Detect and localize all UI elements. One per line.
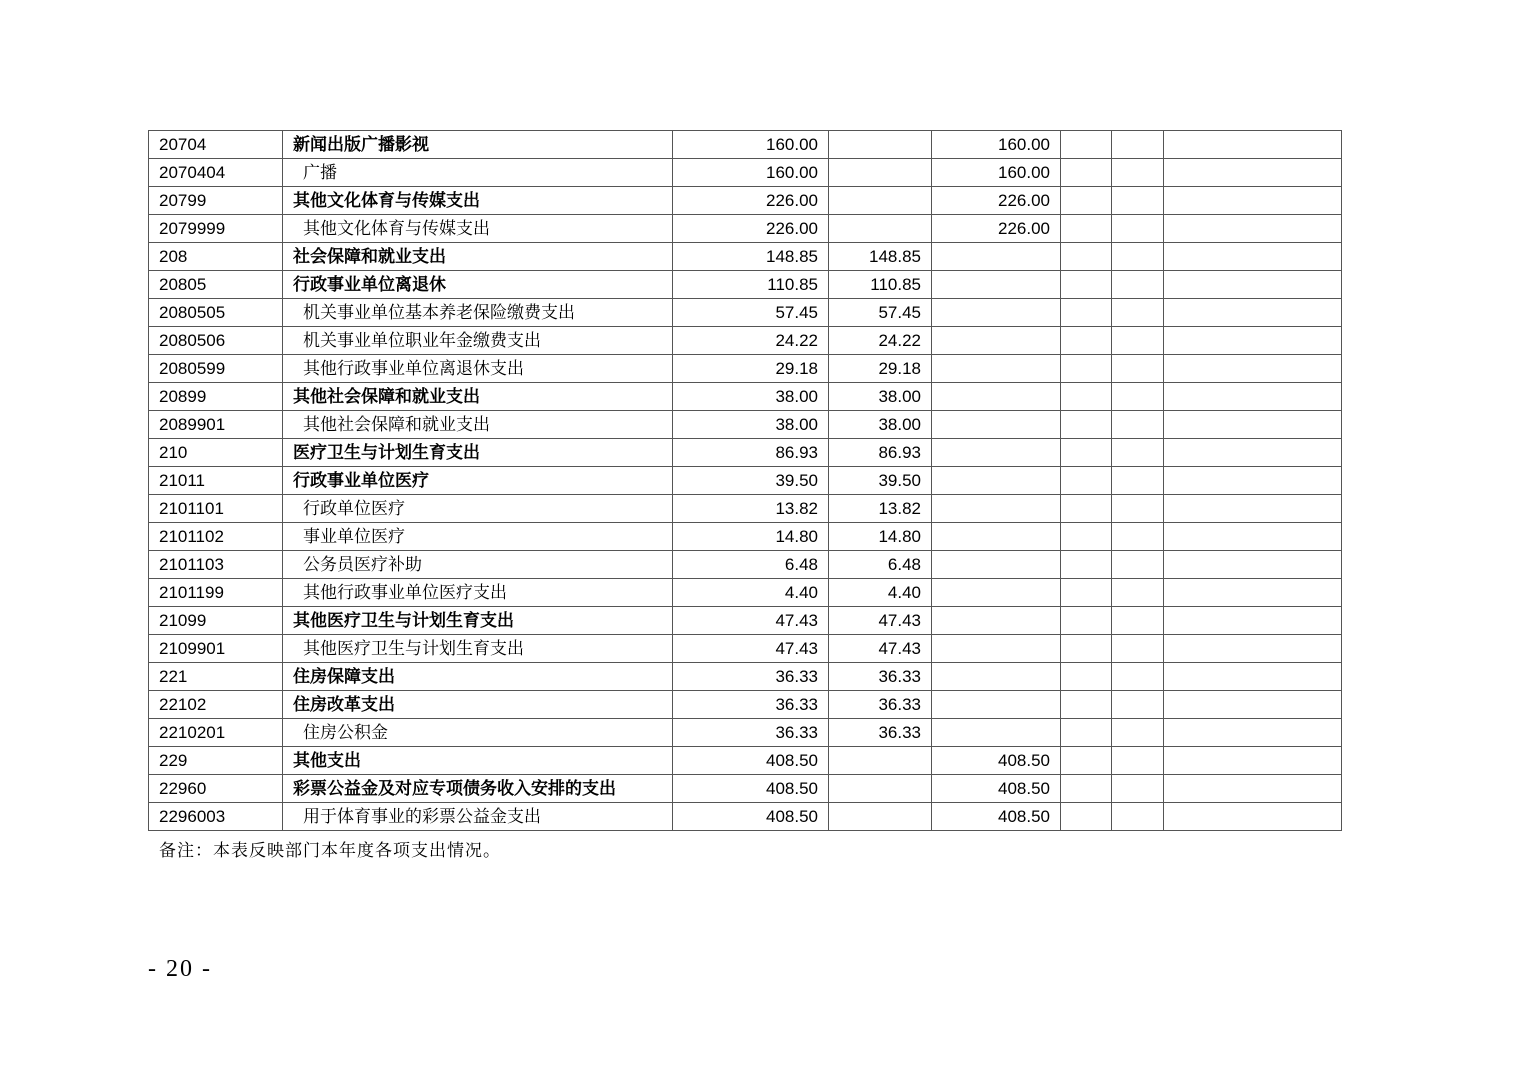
empty-cell-a	[1061, 383, 1112, 411]
empty-cell-a	[1061, 663, 1112, 691]
basic-expenditure-cell: 39.50	[829, 467, 932, 495]
empty-cell-b	[1112, 495, 1164, 523]
table-row	[149, 187, 1342, 215]
basic-expenditure-cell: 38.00	[829, 383, 932, 411]
subject-code-cell: 210	[149, 439, 283, 467]
total-amount-cell: 110.85	[673, 271, 829, 299]
subject-name-cell: 社会保障和就业支出	[283, 243, 673, 271]
empty-cell-c	[1164, 243, 1342, 271]
total-amount-cell: 36.33	[673, 719, 829, 747]
empty-cell-c	[1164, 747, 1342, 775]
empty-cell-b	[1112, 691, 1164, 719]
empty-cell-c	[1164, 355, 1342, 383]
empty-cell-c	[1164, 775, 1342, 803]
table-row	[149, 691, 1342, 719]
table-row	[149, 495, 1342, 523]
subject-code-cell: 2101101	[149, 495, 283, 523]
table-row	[149, 355, 1342, 383]
project-expenditure-cell	[932, 271, 1061, 299]
empty-cell-a	[1061, 243, 1112, 271]
table-row	[149, 663, 1342, 691]
empty-cell-a	[1061, 299, 1112, 327]
project-expenditure-cell: 408.50	[932, 747, 1061, 775]
subject-name-cell: 住房公积金	[283, 719, 673, 747]
project-expenditure-cell	[932, 551, 1061, 579]
total-amount-cell: 4.40	[673, 579, 829, 607]
table-row	[149, 243, 1342, 271]
subject-name-cell: 住房改革支出	[283, 691, 673, 719]
project-expenditure-cell	[932, 299, 1061, 327]
empty-cell-b	[1112, 803, 1164, 831]
subject-code-cell: 22102	[149, 691, 283, 719]
empty-cell-c	[1164, 579, 1342, 607]
project-expenditure-cell: 226.00	[932, 215, 1061, 243]
empty-cell-c	[1164, 271, 1342, 299]
subject-name-cell: 其他社会保障和就业支出	[283, 383, 673, 411]
subject-name-cell: 公务员医疗补助	[283, 551, 673, 579]
project-expenditure-cell	[932, 411, 1061, 439]
total-amount-cell: 408.50	[673, 747, 829, 775]
subject-code-cell: 2070404	[149, 159, 283, 187]
empty-cell-a	[1061, 607, 1112, 635]
project-expenditure-cell	[932, 327, 1061, 355]
empty-cell-a	[1061, 439, 1112, 467]
subject-name-cell: 其他文化体育与传媒支出	[283, 187, 673, 215]
subject-name-cell: 用于体育事业的彩票公益金支出	[283, 803, 673, 831]
subject-code-cell: 2101199	[149, 579, 283, 607]
empty-cell-b	[1112, 635, 1164, 663]
table-row	[149, 467, 1342, 495]
page-number: - 20 -	[148, 956, 212, 982]
empty-cell-c	[1164, 215, 1342, 243]
empty-cell-b	[1112, 271, 1164, 299]
basic-expenditure-cell	[829, 775, 932, 803]
empty-cell-c	[1164, 159, 1342, 187]
subject-code-cell: 20799	[149, 187, 283, 215]
subject-code-cell: 21011	[149, 467, 283, 495]
project-expenditure-cell	[932, 579, 1061, 607]
empty-cell-b	[1112, 243, 1164, 271]
empty-cell-a	[1061, 719, 1112, 747]
subject-code-cell: 2210201	[149, 719, 283, 747]
empty-cell-b	[1112, 719, 1164, 747]
basic-expenditure-cell: 36.33	[829, 691, 932, 719]
total-amount-cell: 47.43	[673, 607, 829, 635]
empty-cell-a	[1061, 495, 1112, 523]
total-amount-cell: 408.50	[673, 775, 829, 803]
total-amount-cell: 39.50	[673, 467, 829, 495]
total-amount-cell: 38.00	[673, 411, 829, 439]
table-row	[149, 747, 1342, 775]
empty-cell-c	[1164, 299, 1342, 327]
table-row	[149, 327, 1342, 355]
empty-cell-a	[1061, 551, 1112, 579]
empty-cell-b	[1112, 299, 1164, 327]
total-amount-cell: 226.00	[673, 215, 829, 243]
basic-expenditure-cell: 38.00	[829, 411, 932, 439]
empty-cell-a	[1061, 523, 1112, 551]
subject-name-cell: 其他行政事业单位医疗支出	[283, 579, 673, 607]
table-row	[149, 439, 1342, 467]
basic-expenditure-cell: 29.18	[829, 355, 932, 383]
subject-code-cell: 2109901	[149, 635, 283, 663]
basic-expenditure-cell: 110.85	[829, 271, 932, 299]
project-expenditure-cell	[932, 383, 1061, 411]
subject-name-cell: 行政事业单位离退休	[283, 271, 673, 299]
empty-cell-c	[1164, 663, 1342, 691]
table-footnote: 备注：本表反映部门本年度各项支出情况。	[159, 841, 501, 860]
empty-cell-c	[1164, 187, 1342, 215]
subject-name-cell: 事业单位医疗	[283, 523, 673, 551]
basic-expenditure-cell: 36.33	[829, 663, 932, 691]
project-expenditure-cell	[932, 355, 1061, 383]
subject-code-cell: 2080506	[149, 327, 283, 355]
subject-code-cell: 2080505	[149, 299, 283, 327]
total-amount-cell: 6.48	[673, 551, 829, 579]
basic-expenditure-cell: 86.93	[829, 439, 932, 467]
empty-cell-a	[1061, 635, 1112, 663]
basic-expenditure-cell: 4.40	[829, 579, 932, 607]
subject-code-cell: 221	[149, 663, 283, 691]
total-amount-cell: 86.93	[673, 439, 829, 467]
project-expenditure-cell	[932, 719, 1061, 747]
table-row	[149, 775, 1342, 803]
empty-cell-b	[1112, 747, 1164, 775]
project-expenditure-cell	[932, 635, 1061, 663]
subject-code-cell: 229	[149, 747, 283, 775]
empty-cell-b	[1112, 663, 1164, 691]
empty-cell-b	[1112, 523, 1164, 551]
empty-cell-a	[1061, 271, 1112, 299]
empty-cell-a	[1061, 579, 1112, 607]
empty-cell-a	[1061, 775, 1112, 803]
empty-cell-b	[1112, 439, 1164, 467]
empty-cell-c	[1164, 131, 1342, 159]
project-expenditure-cell	[932, 523, 1061, 551]
project-expenditure-cell: 408.50	[932, 775, 1061, 803]
subject-name-cell: 机关事业单位基本养老保险缴费支出	[283, 299, 673, 327]
subject-name-cell: 彩票公益金及对应专项债务收入安排的支出	[283, 775, 673, 803]
subject-name-cell: 新闻出版广播影视	[283, 131, 673, 159]
empty-cell-b	[1112, 355, 1164, 383]
empty-cell-b	[1112, 383, 1164, 411]
project-expenditure-cell: 408.50	[932, 803, 1061, 831]
empty-cell-c	[1164, 551, 1342, 579]
project-expenditure-cell	[932, 467, 1061, 495]
basic-expenditure-cell: 47.43	[829, 635, 932, 663]
subject-name-cell: 住房保障支出	[283, 663, 673, 691]
subject-code-cell: 20704	[149, 131, 283, 159]
empty-cell-b	[1112, 551, 1164, 579]
empty-cell-a	[1061, 467, 1112, 495]
empty-cell-c	[1164, 523, 1342, 551]
empty-cell-c	[1164, 495, 1342, 523]
subject-code-cell: 2079999	[149, 215, 283, 243]
project-expenditure-cell	[932, 243, 1061, 271]
basic-expenditure-cell: 14.80	[829, 523, 932, 551]
project-expenditure-cell: 160.00	[932, 159, 1061, 187]
subject-code-cell: 2101102	[149, 523, 283, 551]
total-amount-cell: 226.00	[673, 187, 829, 215]
table-row	[149, 299, 1342, 327]
empty-cell-c	[1164, 439, 1342, 467]
total-amount-cell: 148.85	[673, 243, 829, 271]
basic-expenditure-cell: 36.33	[829, 719, 932, 747]
subject-name-cell: 医疗卫生与计划生育支出	[283, 439, 673, 467]
total-amount-cell: 160.00	[673, 159, 829, 187]
table-row	[149, 383, 1342, 411]
empty-cell-a	[1061, 215, 1112, 243]
empty-cell-a	[1061, 355, 1112, 383]
total-amount-cell: 408.50	[673, 803, 829, 831]
subject-code-cell: 20805	[149, 271, 283, 299]
empty-cell-b	[1112, 215, 1164, 243]
project-expenditure-cell	[932, 439, 1061, 467]
table-row	[149, 719, 1342, 747]
subject-name-cell: 机关事业单位职业年金缴费支出	[283, 327, 673, 355]
subject-code-cell: 2089901	[149, 411, 283, 439]
subject-name-cell: 其他行政事业单位离退休支出	[283, 355, 673, 383]
total-amount-cell: 14.80	[673, 523, 829, 551]
subject-name-cell: 其他社会保障和就业支出	[283, 411, 673, 439]
expenditure-table	[148, 130, 1342, 831]
table-body	[149, 131, 1342, 831]
subject-code-cell: 2101103	[149, 551, 283, 579]
total-amount-cell: 57.45	[673, 299, 829, 327]
subject-code-cell: 208	[149, 243, 283, 271]
empty-cell-b	[1112, 131, 1164, 159]
empty-cell-a	[1061, 327, 1112, 355]
table-row	[149, 607, 1342, 635]
basic-expenditure-cell: 6.48	[829, 551, 932, 579]
total-amount-cell: 24.22	[673, 327, 829, 355]
table-row	[149, 271, 1342, 299]
table-row	[149, 411, 1342, 439]
empty-cell-b	[1112, 579, 1164, 607]
project-expenditure-cell: 160.00	[932, 131, 1061, 159]
table-row	[149, 523, 1342, 551]
basic-expenditure-cell	[829, 159, 932, 187]
subject-name-cell: 其他医疗卫生与计划生育支出	[283, 635, 673, 663]
table-row	[149, 551, 1342, 579]
empty-cell-b	[1112, 159, 1164, 187]
subject-name-cell: 广播	[283, 159, 673, 187]
subject-name-cell: 其他支出	[283, 747, 673, 775]
empty-cell-a	[1061, 691, 1112, 719]
table-row	[149, 159, 1342, 187]
project-expenditure-cell	[932, 607, 1061, 635]
subject-name-cell: 其他文化体育与传媒支出	[283, 215, 673, 243]
total-amount-cell: 160.00	[673, 131, 829, 159]
project-expenditure-cell	[932, 691, 1061, 719]
total-amount-cell: 38.00	[673, 383, 829, 411]
empty-cell-c	[1164, 607, 1342, 635]
empty-cell-c	[1164, 327, 1342, 355]
total-amount-cell: 36.33	[673, 691, 829, 719]
empty-cell-a	[1061, 131, 1112, 159]
empty-cell-a	[1061, 187, 1112, 215]
basic-expenditure-cell: 13.82	[829, 495, 932, 523]
empty-cell-a	[1061, 747, 1112, 775]
empty-cell-c	[1164, 691, 1342, 719]
empty-cell-c	[1164, 383, 1342, 411]
table-row	[149, 635, 1342, 663]
subject-name-cell: 行政事业单位医疗	[283, 467, 673, 495]
empty-cell-b	[1112, 467, 1164, 495]
project-expenditure-cell	[932, 663, 1061, 691]
basic-expenditure-cell: 57.45	[829, 299, 932, 327]
empty-cell-b	[1112, 327, 1164, 355]
empty-cell-a	[1061, 411, 1112, 439]
table-row	[149, 579, 1342, 607]
empty-cell-a	[1061, 159, 1112, 187]
empty-cell-b	[1112, 775, 1164, 803]
table-row	[149, 803, 1342, 831]
project-expenditure-cell: 226.00	[932, 187, 1061, 215]
basic-expenditure-cell	[829, 187, 932, 215]
empty-cell-c	[1164, 467, 1342, 495]
basic-expenditure-cell: 148.85	[829, 243, 932, 271]
subject-name-cell: 其他医疗卫生与计划生育支出	[283, 607, 673, 635]
table-row	[149, 131, 1342, 159]
subject-code-cell: 20899	[149, 383, 283, 411]
basic-expenditure-cell	[829, 131, 932, 159]
subject-name-cell: 行政单位医疗	[283, 495, 673, 523]
empty-cell-c	[1164, 803, 1342, 831]
total-amount-cell: 47.43	[673, 635, 829, 663]
empty-cell-b	[1112, 187, 1164, 215]
basic-expenditure-cell	[829, 803, 932, 831]
basic-expenditure-cell: 47.43	[829, 607, 932, 635]
empty-cell-c	[1164, 411, 1342, 439]
subject-code-cell: 22960	[149, 775, 283, 803]
total-amount-cell: 13.82	[673, 495, 829, 523]
subject-code-cell: 2296003	[149, 803, 283, 831]
project-expenditure-cell	[932, 495, 1061, 523]
empty-cell-b	[1112, 607, 1164, 635]
basic-expenditure-cell: 24.22	[829, 327, 932, 355]
total-amount-cell: 36.33	[673, 663, 829, 691]
empty-cell-b	[1112, 411, 1164, 439]
empty-cell-c	[1164, 719, 1342, 747]
basic-expenditure-cell	[829, 215, 932, 243]
empty-cell-a	[1061, 803, 1112, 831]
total-amount-cell: 29.18	[673, 355, 829, 383]
table-row	[149, 215, 1342, 243]
subject-code-cell: 21099	[149, 607, 283, 635]
empty-cell-c	[1164, 635, 1342, 663]
subject-code-cell: 2080599	[149, 355, 283, 383]
basic-expenditure-cell	[829, 747, 932, 775]
